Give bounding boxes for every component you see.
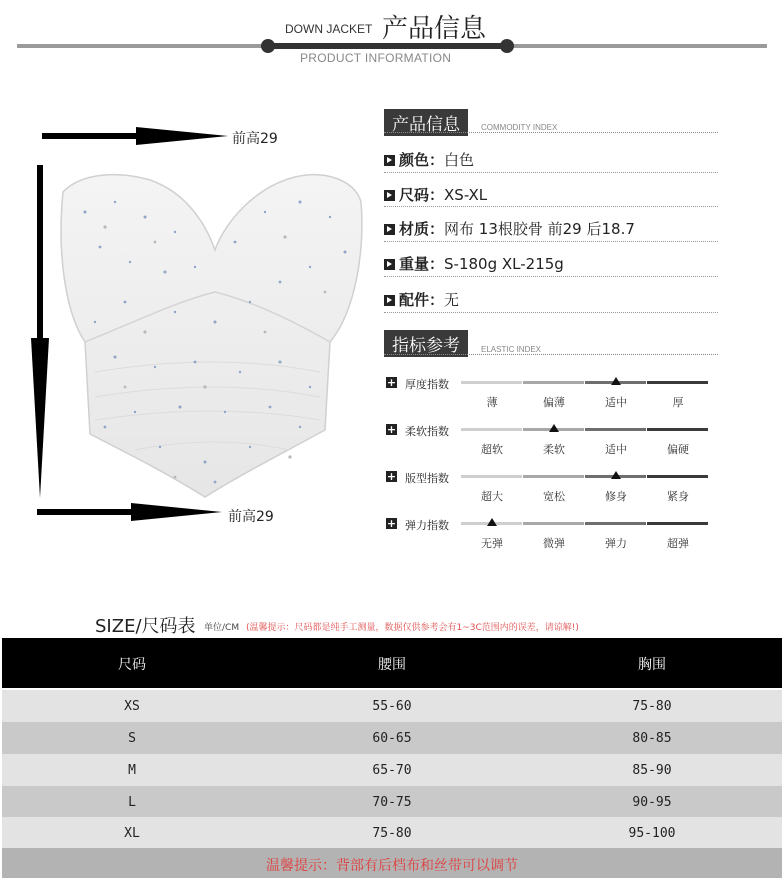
index-scale-segment	[461, 475, 522, 478]
cell-size: M	[128, 763, 136, 778]
info-key: 颜色：	[399, 151, 445, 169]
index-scale-segment	[461, 381, 522, 384]
plus-icon: +	[386, 517, 397, 530]
index-option: 弹力	[605, 537, 627, 550]
index-option: 偏硬	[667, 443, 689, 456]
index-option: 超软	[481, 443, 503, 456]
index-label: 柔软指数	[405, 425, 449, 438]
bullet-icon	[384, 190, 395, 201]
row-divider	[384, 172, 718, 173]
row-divider	[384, 206, 718, 207]
footer-note: 温馨提示：背部有后档布和丝带可以调节	[266, 858, 518, 874]
index-scale-segment	[647, 381, 708, 384]
plus-icon: +	[386, 470, 397, 483]
info-key: 尺码：	[399, 186, 445, 204]
cell-waist: 70-75	[372, 795, 412, 810]
product-info-rule	[384, 132, 718, 133]
cell-waist: 55-60	[372, 699, 412, 714]
cell-bust: 90-95	[632, 795, 672, 810]
index-scale-segment	[523, 522, 584, 525]
cell-size: S	[128, 731, 136, 746]
index-label: 厚度指数	[405, 378, 449, 391]
header-waist: 腰围	[378, 657, 406, 673]
index-scale-segment	[523, 475, 584, 478]
index-option: 超弹	[667, 537, 689, 550]
index-label: 版型指数	[405, 472, 449, 485]
top-measure-label: 前高29	[232, 131, 278, 147]
size-table-header	[2, 638, 782, 688]
header-title-cn: 产品信息	[382, 14, 487, 44]
bottom-measure-label: 前高29	[228, 509, 274, 525]
index-label: 弹力指数	[405, 519, 449, 532]
index-option: 微弹	[543, 537, 565, 550]
index-scale-segment	[647, 475, 708, 478]
index-scale-segment	[647, 522, 708, 525]
info-row-material	[384, 218, 635, 239]
info-row-accessories	[384, 289, 459, 310]
product-image	[55, 172, 367, 504]
cell-size: XS	[124, 699, 140, 714]
table-row	[2, 817, 782, 849]
table-row	[2, 722, 782, 754]
cell-size: XL	[124, 826, 140, 841]
index-scale-segment	[647, 428, 708, 431]
header-title-en: DOWN JACKET	[285, 22, 373, 36]
info-row-weight	[384, 253, 564, 274]
index-option: 柔软	[543, 443, 565, 456]
product-info-subtitle: COMMODITY INDEX	[481, 123, 558, 132]
cell-bust: 75-80	[632, 699, 672, 714]
plus-icon: +	[386, 423, 397, 436]
elastic-index-subtitle: ELASTIC INDEX	[481, 345, 542, 354]
header-dot-right	[500, 39, 514, 53]
header-bust: 胸围	[638, 657, 666, 673]
table-row	[2, 786, 782, 818]
size-table-unit: 单位/CM	[204, 623, 240, 633]
index-option: 超大	[481, 490, 503, 503]
cell-waist: 75-80	[372, 826, 412, 841]
product-info-title: 产品信息	[384, 109, 468, 136]
info-key: 材质：	[399, 220, 445, 238]
elastic-index-rule	[384, 354, 718, 355]
cell-size: L	[128, 795, 136, 810]
index-option: 薄	[486, 396, 498, 409]
index-scale-segment	[585, 522, 646, 525]
size-table-note: (温馨提示：尺码都是纯手工测量，数据仅供参考会有1~3C范围内的误差，请谅解!)	[246, 623, 579, 633]
index-option: 偏薄	[543, 396, 565, 409]
info-value: S-180g XL-215g	[444, 255, 564, 273]
row-divider	[384, 276, 718, 277]
table-row	[2, 690, 782, 722]
size-table-footer	[2, 848, 782, 878]
info-value: 无	[444, 291, 460, 309]
info-key: 重量：	[399, 255, 445, 273]
info-value: XS-XL	[444, 186, 488, 204]
bullet-icon	[384, 259, 395, 270]
info-row-color	[384, 149, 474, 170]
index-option: 宽松	[543, 490, 565, 503]
cell-bust: 85-90	[632, 763, 672, 778]
index-option: 适中	[605, 396, 627, 409]
index-marker-icon	[611, 377, 621, 385]
header-size: 尺码	[118, 657, 146, 673]
plus-icon: +	[386, 376, 397, 389]
index-option: 厚	[672, 396, 684, 409]
header-subtitle: PRODUCT INFORMATION	[300, 51, 452, 65]
index-option: 修身	[605, 490, 627, 503]
bullet-icon	[384, 295, 395, 306]
index-option: 适中	[605, 443, 627, 456]
cell-bust: 95-100	[628, 826, 676, 841]
index-option: 无弹	[481, 537, 503, 550]
info-row-size	[384, 184, 487, 205]
bullet-icon	[384, 155, 395, 166]
info-key: 配件：	[399, 291, 445, 309]
index-marker-icon	[611, 471, 621, 479]
elastic-index-title: 指标参考	[384, 330, 468, 357]
bullet-icon	[384, 224, 395, 235]
table-row	[2, 754, 782, 786]
info-value: 白色	[444, 151, 475, 169]
index-scale-segment	[461, 428, 522, 431]
row-divider	[384, 312, 718, 313]
cell-waist: 60-65	[372, 731, 412, 746]
cell-bust: 80-85	[632, 731, 672, 746]
index-option: 紧身	[667, 490, 689, 503]
row-divider	[384, 241, 718, 242]
size-table-title: SIZE/尺码表	[95, 616, 196, 637]
index-marker-icon	[549, 424, 559, 432]
header-line-right	[507, 44, 767, 48]
cell-waist: 65-70	[372, 763, 412, 778]
index-scale-segment	[585, 428, 646, 431]
index-scale-segment	[523, 381, 584, 384]
index-marker-icon	[487, 518, 497, 526]
info-value: 网布 13根胶骨 前29 后18.7	[444, 220, 635, 238]
